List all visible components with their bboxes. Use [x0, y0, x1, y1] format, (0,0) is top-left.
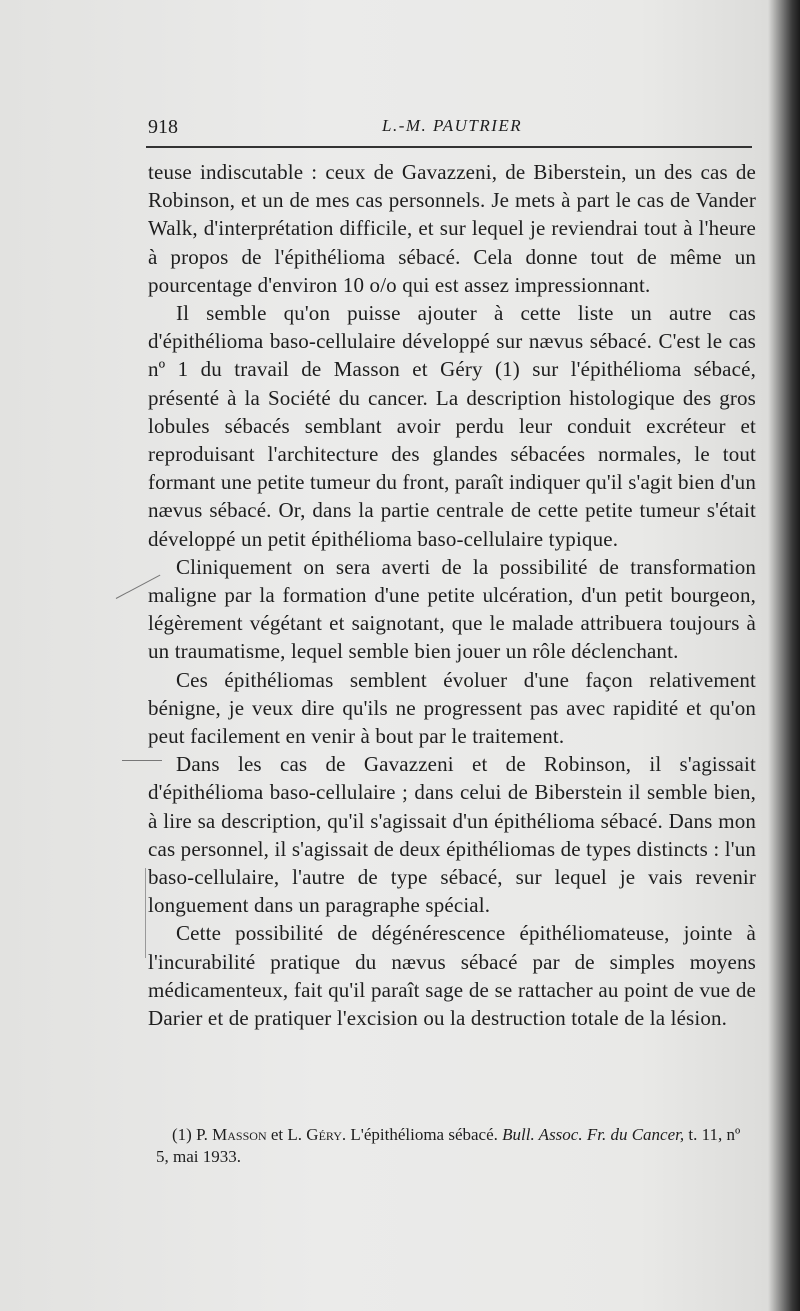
- paragraph: Il semble qu'on puisse ajouter à cette liste un autre cas d'épithélioma baso-cellulaire développé sur nævus sébacé. C'est le cas nº 1 du travail de Masson et Géry (1) sur l'épithélioma sébacé, présenté à la Société du cancer. La description histologique des gros lobules sébacés semblant avoir perdu leur conduit excréteur et reproduisant l'architecture des glandes sébacées normales, le tout formant une petite tumeur du front, paraît indiquer qu'il s'agit bien d'un nævus sébacé. Or, dans la partie centrale de cette petite tumeur s'était développé un petit épithélioma baso-cellulaire typique.: [148, 301, 756, 551]
- pencil-mark: [122, 760, 162, 761]
- footnote-volume: t. 11, nº 5, mai 1933.: [156, 1125, 741, 1166]
- paragraph: Ces épithéliomas semblent évoluer d'une façon relativement bénigne, je veux dire qu'ils ne progressent pas avec rapidité et qu'on peut facilement en venir à bout par le traitement.: [148, 667, 756, 749]
- pencil-mark: [145, 868, 146, 958]
- footnote-journal: Bull. Assoc. Fr. du Cancer,: [502, 1125, 685, 1144]
- footnote-title: L'épithélioma sébacé.: [350, 1125, 498, 1144]
- footnote-author: L. Géry.: [287, 1125, 347, 1144]
- footnote-marker: (1): [172, 1125, 192, 1144]
- running-head: L.-M. PAUTRIER: [382, 116, 523, 135]
- footnote: [156, 1124, 756, 1168]
- footnote-conjunction: et: [270, 1125, 284, 1144]
- paragraph: Dans les cas de Gavazzeni et de Robinson, il s'agissait d'épithélioma baso-cellulaire ; dans celui de Biberstein il semble bien, à lire sa description, qu'il s'agissait d'un épithélioma sébacé. Dans mon cas personnel, il s'agissait de deux épithéliomas de types distincts : l'un baso-cellulaire, l'autre de type sébacé, sur lequel je vais revenir longuement dans un paragraphe spécial.: [148, 752, 756, 918]
- paragraph: teuse indiscutable : ceux de Gavazzeni, de Biberstein, un des cas de Robinson, et un de mes cas personnels. Je mets à part le cas de Vander Walk, d'interprétation difficile, et sur lequel je reviendrai tout à l'heure à propos de l'épithélioma sébacé. Cela donne tout de même un pourcentage d'environ 10 o/o qui est assez impressionnant.: [148, 160, 756, 297]
- page-number: 918: [148, 116, 178, 138]
- body-text: [148, 158, 756, 1032]
- paragraph: Cette possibilité de dégénérescence épithéliomateuse, jointe à l'incurabilité pratique du nævus sébacé par de simples moyens médicamenteux, fait qu'il paraît sage de se rattacher au point de vue de Darier et de pratiquer l'excision ou la destruction totale de la lésion.: [148, 921, 756, 1031]
- footnote-author: P. Masson: [196, 1125, 267, 1144]
- paragraph: Cliniquement on sera averti de la possibilité de transformation maligne par la formation d'une petite ulcération, d'un petit bourgeon, légèrement végétant et saignotant, que le malade attribuera toujours à un traumatisme, lequel semble bien jouer un rôle déclenchant.: [148, 554, 756, 664]
- page-header: [146, 112, 752, 148]
